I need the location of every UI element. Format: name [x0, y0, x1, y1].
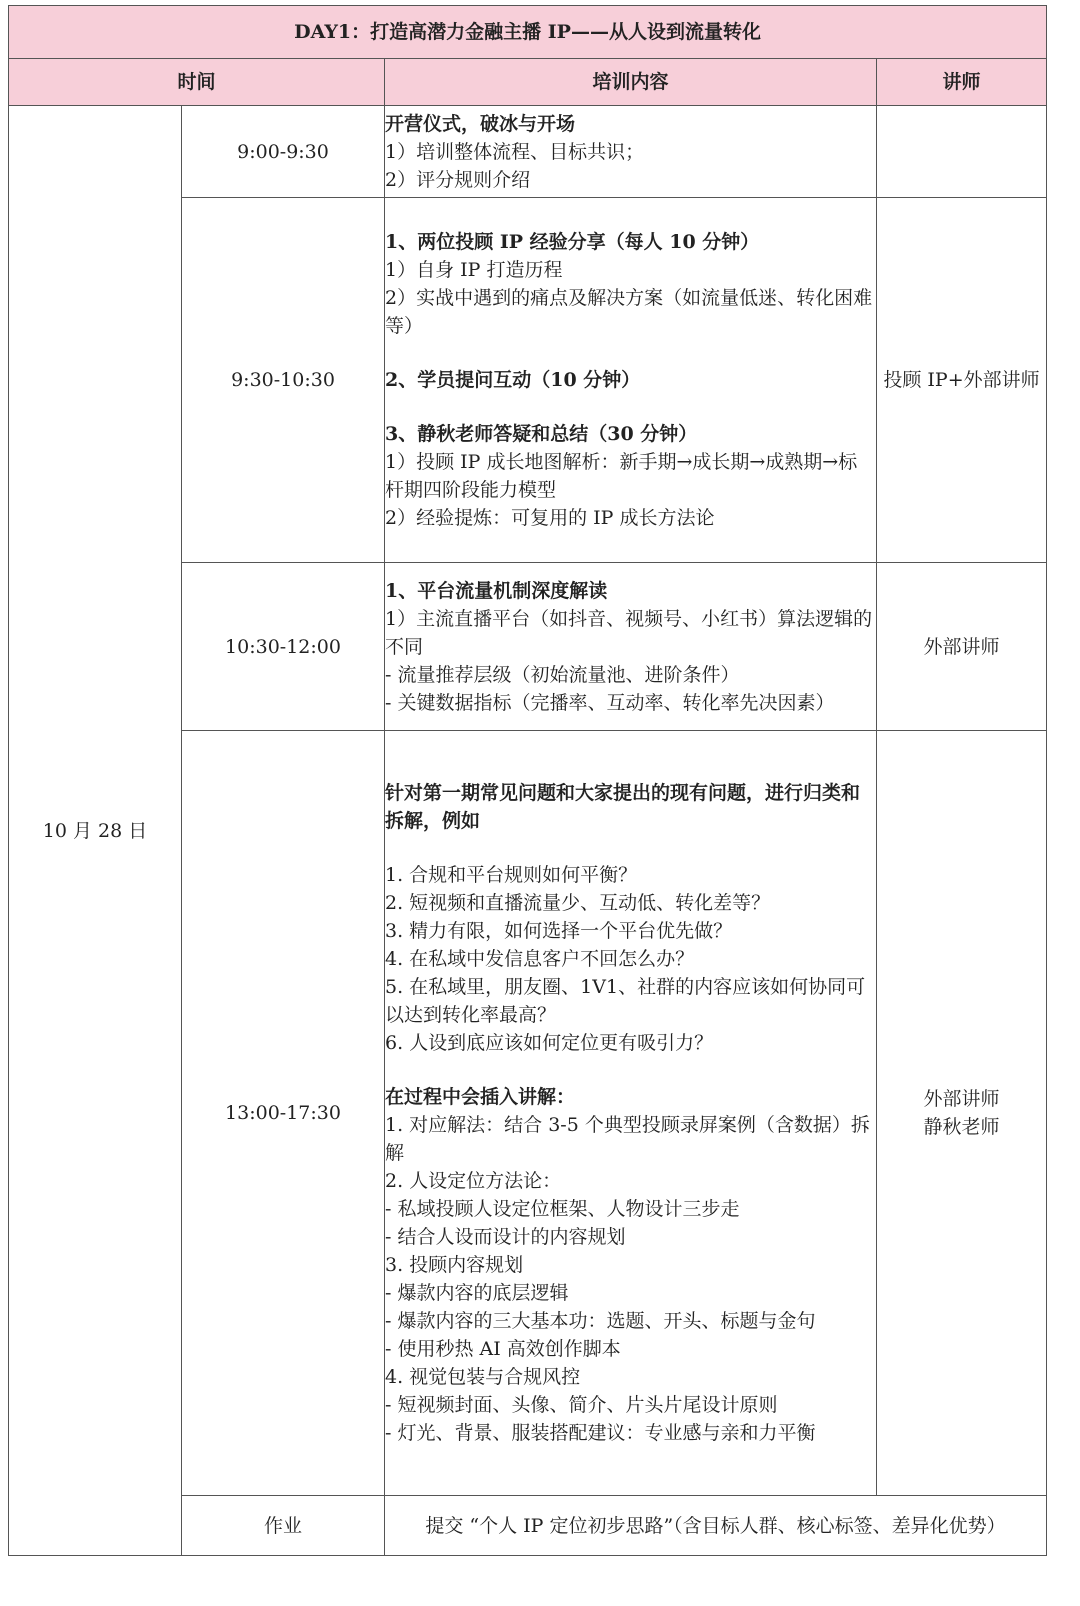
content-heading: 3、静秋老师答疑和总结（30 分钟） — [385, 423, 698, 445]
content-cell — [385, 731, 877, 1496]
content-heading: 2、学员提问互动（10 分钟） — [385, 369, 641, 391]
time-cell: 9:30-10:30 — [182, 198, 385, 563]
content-line: - 关键数据指标（完播率、互动率、转化率先决因素） — [385, 691, 835, 714]
content-line: 4. 视觉包装与合规风控 — [385, 1366, 581, 1388]
lecturer-cell — [877, 106, 1047, 198]
content-cell — [385, 198, 877, 563]
content-spacer — [385, 340, 876, 366]
time-cell: 13:00-17:30 — [182, 731, 385, 1496]
content-heading: 开营仪式，破冰与开场 — [385, 112, 576, 135]
content-line: 1）培训整体流程、目标共识； — [385, 140, 645, 163]
content-line: 2）实战中遇到的痛点及解决方案（如流量低迷、转化困难等） — [385, 287, 873, 337]
lecturer-cell: 外部讲师 — [877, 563, 1047, 731]
header-content: 培训内容 — [385, 59, 877, 106]
content-line: - 使用秒热 AI 高效创作脚本 — [385, 1338, 621, 1360]
content-line: 2. 人设定位方法论： — [385, 1170, 562, 1192]
content-heading: 1、两位投顾 IP 经验分享（每人 10 分钟） — [385, 231, 760, 253]
content-line: 3. 精力有限，如何选择一个平台优先做？ — [385, 920, 733, 942]
header-time: 时间 — [9, 59, 385, 106]
lecturer-cell: 外部讲师 静秋老师 — [877, 731, 1047, 1496]
content-line: 1. 对应解法：结合 3-5 个典型投顾录屏案例（含数据）拆解 — [385, 1114, 870, 1164]
content-line: 2. 短视频和直播流量少、互动低、转化差等？ — [385, 892, 771, 914]
content-line: - 短视频封面、头像、简介、片头片尾设计原则 — [385, 1394, 778, 1416]
content-heading: 1、平台流量机制深度解读 — [385, 579, 608, 602]
content-line: 6. 人设到底应该如何定位更有吸引力？ — [385, 1032, 714, 1054]
content-line: 2）经验提炼：可复用的 IP 成长方法论 — [385, 507, 715, 529]
time-cell: 9:00-9:30 — [182, 106, 385, 198]
content-line: 1. 合规和平台规则如何平衡？ — [385, 864, 638, 886]
content-cell — [385, 563, 877, 731]
content-line: 1）投顾 IP 成长地图解析：新手期→成长期→成熟期→标杆期四阶段能力模型 — [385, 451, 858, 501]
table-row — [9, 106, 1047, 198]
header-lecturer: 讲师 — [877, 59, 1047, 106]
lecturer-cell: 投顾 IP+外部讲师 — [877, 198, 1047, 563]
homework-text: 提交 “个人 IP 定位初步思路”（含目标人群、核心标签、差异化优势） — [385, 1496, 1047, 1556]
content-spacer — [385, 1057, 876, 1083]
content-line: 3. 投顾内容规划 — [385, 1254, 524, 1276]
content-line: - 爆款内容的底层逻辑 — [385, 1282, 569, 1304]
content-line: - 流量推荐层级（初始流量池、进阶条件） — [385, 663, 740, 686]
schedule-table — [8, 5, 1047, 1556]
content-line: - 私域投顾人设定位框架、人物设计三步走 — [385, 1198, 740, 1220]
content-line: - 爆款内容的三大基本功：选题、开头、标题与金句 — [385, 1310, 816, 1332]
content-line: - 结合人设而设计的内容规划 — [385, 1226, 626, 1248]
content-spacer — [385, 835, 876, 861]
content-line: 1）主流直播平台（如抖音、视频号、小红书）算法逻辑的不同 — [385, 607, 873, 658]
content-line: 4. 在私域中发信息客户不回怎么办？ — [385, 948, 695, 970]
content-line: 5. 在私域里，朋友圈、1V1、社群的内容应该如何协同可以达到转化率最高？ — [385, 976, 866, 1026]
time-cell: 10:30-12:00 — [182, 563, 385, 731]
content-spacer — [385, 394, 876, 420]
header-row — [9, 59, 1047, 106]
content-line: 2）评分规则介绍 — [385, 168, 531, 191]
homework-label: 作业 — [182, 1496, 385, 1556]
content-heading: 在过程中会插入讲解： — [385, 1086, 576, 1108]
content-line: - 灯光、背景、服装搭配建议：专业感与亲和力平衡 — [385, 1422, 816, 1444]
content-line: 1）自身 IP 打造历程 — [385, 259, 563, 281]
date-cell: 10 月 28 日 — [9, 106, 182, 1556]
table-title: DAY1：打造高潜力金融主播 IP——从人设到流量转化 — [9, 6, 1047, 59]
title-row — [9, 6, 1047, 59]
content-cell — [385, 106, 877, 198]
content-heading: 针对第一期常见问题和大家提出的现有问题，进行归类和拆解，例如 — [385, 782, 861, 832]
